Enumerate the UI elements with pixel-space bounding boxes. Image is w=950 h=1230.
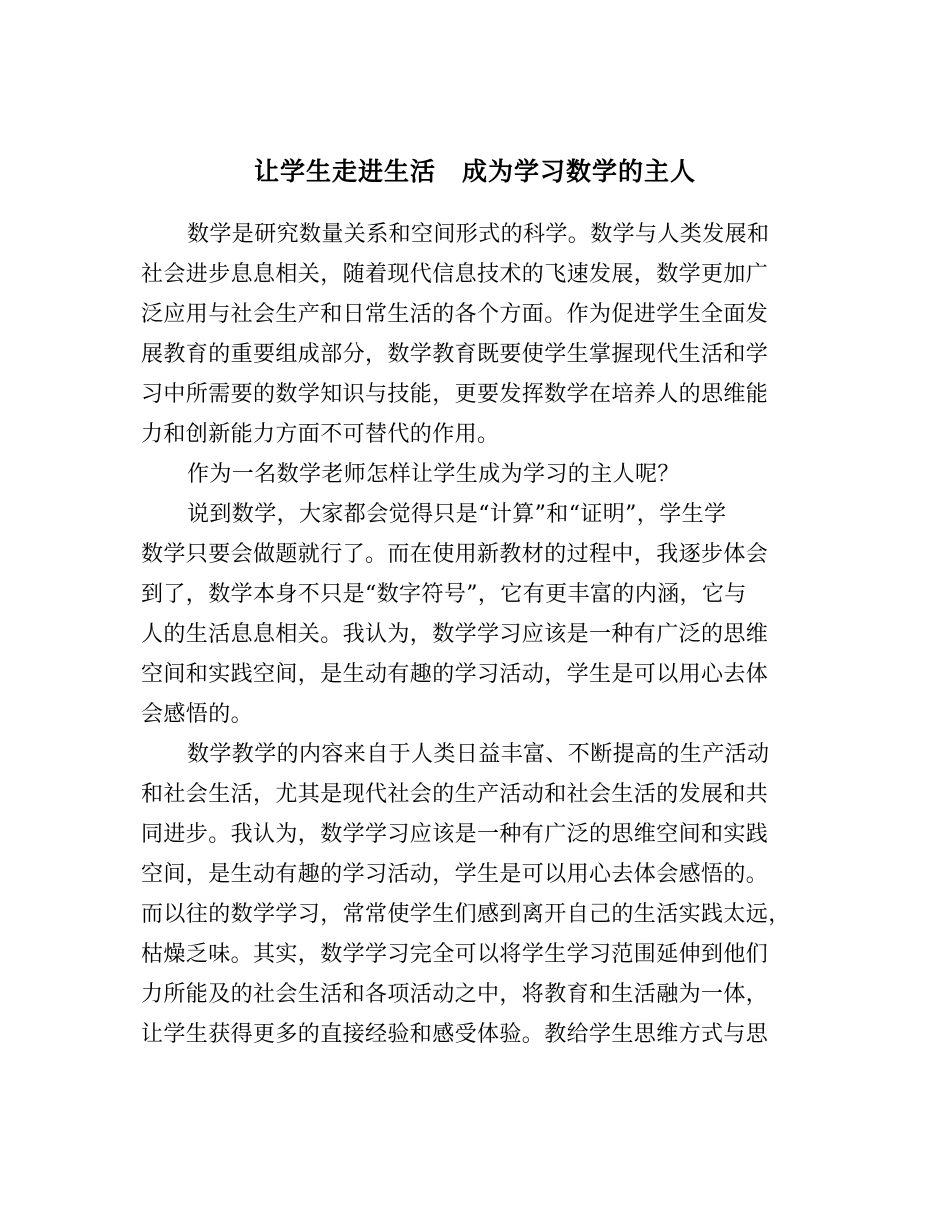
- text-line: 力和创新能力方面不可替代的作用。: [141, 422, 500, 447]
- text-line: 数学教学的内容来自于人类日益丰富、不断提高的生产活动: [187, 742, 770, 767]
- text-line: 社会进步息息相关，随着现代信息技术的飞速发展，数学更加广: [141, 262, 769, 287]
- document-body: [141, 215, 796, 1055]
- paragraph-2: [141, 455, 796, 495]
- text-line: 会感悟的。: [141, 702, 254, 727]
- text-line: 和社会生活，尤其是现代社会的生产活动和社会生活的发展和共: [141, 782, 769, 807]
- text-line: 数学只要会做题就行了。而在使用新教材的过程中，我逐步体会: [141, 542, 769, 567]
- text-line: 展教育的重要组成部分，数学教育既要使学生掌握现代生活和学: [141, 342, 769, 367]
- text-line: 而以往的数学学习，常常使学生们感到离开自己的生活实践太远，: [141, 902, 791, 927]
- document-title: 让学生走进生活 成为学习数学的主人: [253, 157, 696, 186]
- paragraph-4: [141, 735, 796, 1055]
- text-line: 枯燥乏味。其实，数学学习完全可以将学生学习范围延伸到他们: [141, 942, 769, 967]
- text-line: 作为一名数学老师怎样让学生成为学习的主人呢？: [187, 462, 680, 487]
- text-line: 人的生活息息相关。我认为，数学学习应该是一种有广泛的思维: [141, 622, 769, 647]
- text-line: 数学是研究数量关系和空间形式的科学。数学与人类发展和: [187, 222, 770, 247]
- text-line: 习中所需要的数学知识与技能，更要发挥数学在培养人的思维能: [141, 382, 769, 407]
- paragraph-1: [141, 215, 796, 455]
- text-line: 泛应用与社会生产和日常生活的各个方面。作为促进学生全面发: [141, 302, 769, 327]
- paragraph-3: [141, 495, 796, 735]
- text-line: 说到数学，大家都会觉得只是“计算”和“证明”，学生学: [187, 502, 727, 527]
- text-line: 同进步。我认为，数学学习应该是一种有广泛的思维空间和实践: [141, 822, 769, 847]
- text-line: 空间，是生动有趣的学习活动，学生是可以用心去体会感悟的。: [141, 862, 769, 887]
- text-line: 到了，数学本身不只是“数字符号”，它有更丰富的内涵，它与: [141, 582, 747, 607]
- text-line: 力所能及的社会生活和各项活动之中，将教育和生活融为一体，: [141, 982, 769, 1007]
- text-line: 让学生获得更多的直接经验和感受体验。教给学生思维方式与思: [141, 1022, 769, 1047]
- text-line: 空间和实践空间，是生动有趣的学习活动，学生是可以用心去体: [141, 662, 769, 687]
